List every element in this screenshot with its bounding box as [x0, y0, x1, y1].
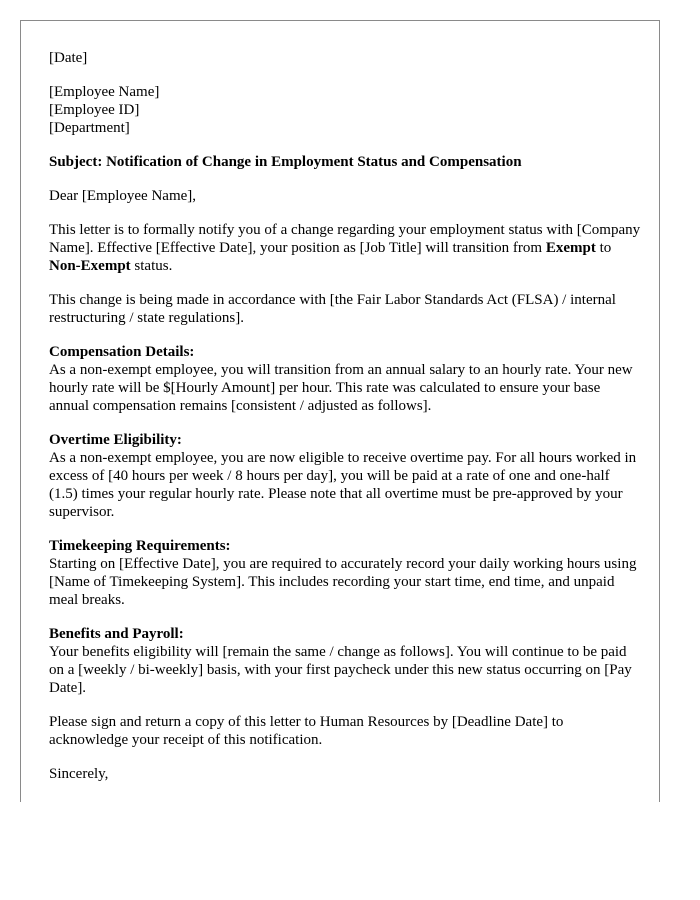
section-overtime: [49, 431, 641, 521]
salutation: Dear [Employee Name],: [49, 188, 197, 204]
accordance-paragraph: This change is being made in accordance with [the Fair Labor Standards Act (FLSA) / internal restructuring / state regulations].: [49, 292, 616, 326]
section-benefits: [49, 625, 641, 697]
section-heading: Compensation Details:: [49, 344, 195, 360]
letter-date: [Date]: [49, 50, 88, 66]
section-timekeeping: [49, 537, 641, 609]
letter-page: [20, 20, 660, 802]
recipient-block: [49, 83, 641, 137]
intro-to-status: Non-Exempt: [49, 258, 131, 274]
section-compensation: [49, 343, 641, 415]
intro-text-after: status.: [130, 258, 173, 274]
section-body: As a non-exempt employee, you will transition from an annual salary to an hourly rate. Your new hourly rate will be $[Hourly Amount] per hour. This rate was calculated to ensure your base annual compensation remains [consistent / adjusted as follows].: [49, 362, 633, 414]
letter-content: [49, 49, 641, 799]
section-heading: Timekeeping Requirements:: [49, 538, 231, 554]
section-heading: Benefits and Payroll:: [49, 626, 184, 642]
recipient-name: [Employee Name]: [49, 84, 160, 100]
intro-to-word: to: [595, 240, 612, 256]
closing-instruction: Please sign and return a copy of this letter to Human Resources by [Deadline Date] to acknowledge your receipt of this notification.: [49, 714, 564, 748]
intro-from-status: Exempt: [545, 240, 596, 256]
section-body: As a non-exempt employee, you are now eligible to receive overtime pay. For all hours worked in excess of [40 hours per week / 8 hours per day], you will be paid at a rate of one and one-half (1.5) times your regular hourly rate. Please note that all overtime must be pre-approved by your supervisor.: [49, 450, 637, 520]
section-body: Your benefits eligibility will [remain the same / change as follows]. You will continue to be paid on a [weekly / bi-weekly] basis, with your first paycheck under this new status occurring on [Pay Date].: [49, 644, 632, 696]
letter-subject: Subject: Notification of Change in Employment Status and Compensation: [49, 154, 522, 170]
signoff: Sincerely,: [49, 766, 109, 782]
recipient-department: [Department]: [49, 120, 130, 136]
section-heading: Overtime Eligibility:: [49, 432, 182, 448]
section-body: Starting on [Effective Date], you are required to accurately record your daily working hours using [Name of Timekeeping System]. This includes recording your start time, end time, and unpaid meal breaks.: [49, 556, 637, 608]
recipient-id: [Employee ID]: [49, 102, 140, 118]
intro-text-before: This letter is to formally notify you of a change regarding your employment status with [Company Name]. Effective [Effective Date], your position as [Job Title] will transition from: [49, 222, 641, 256]
intro-paragraph: [49, 221, 641, 275]
